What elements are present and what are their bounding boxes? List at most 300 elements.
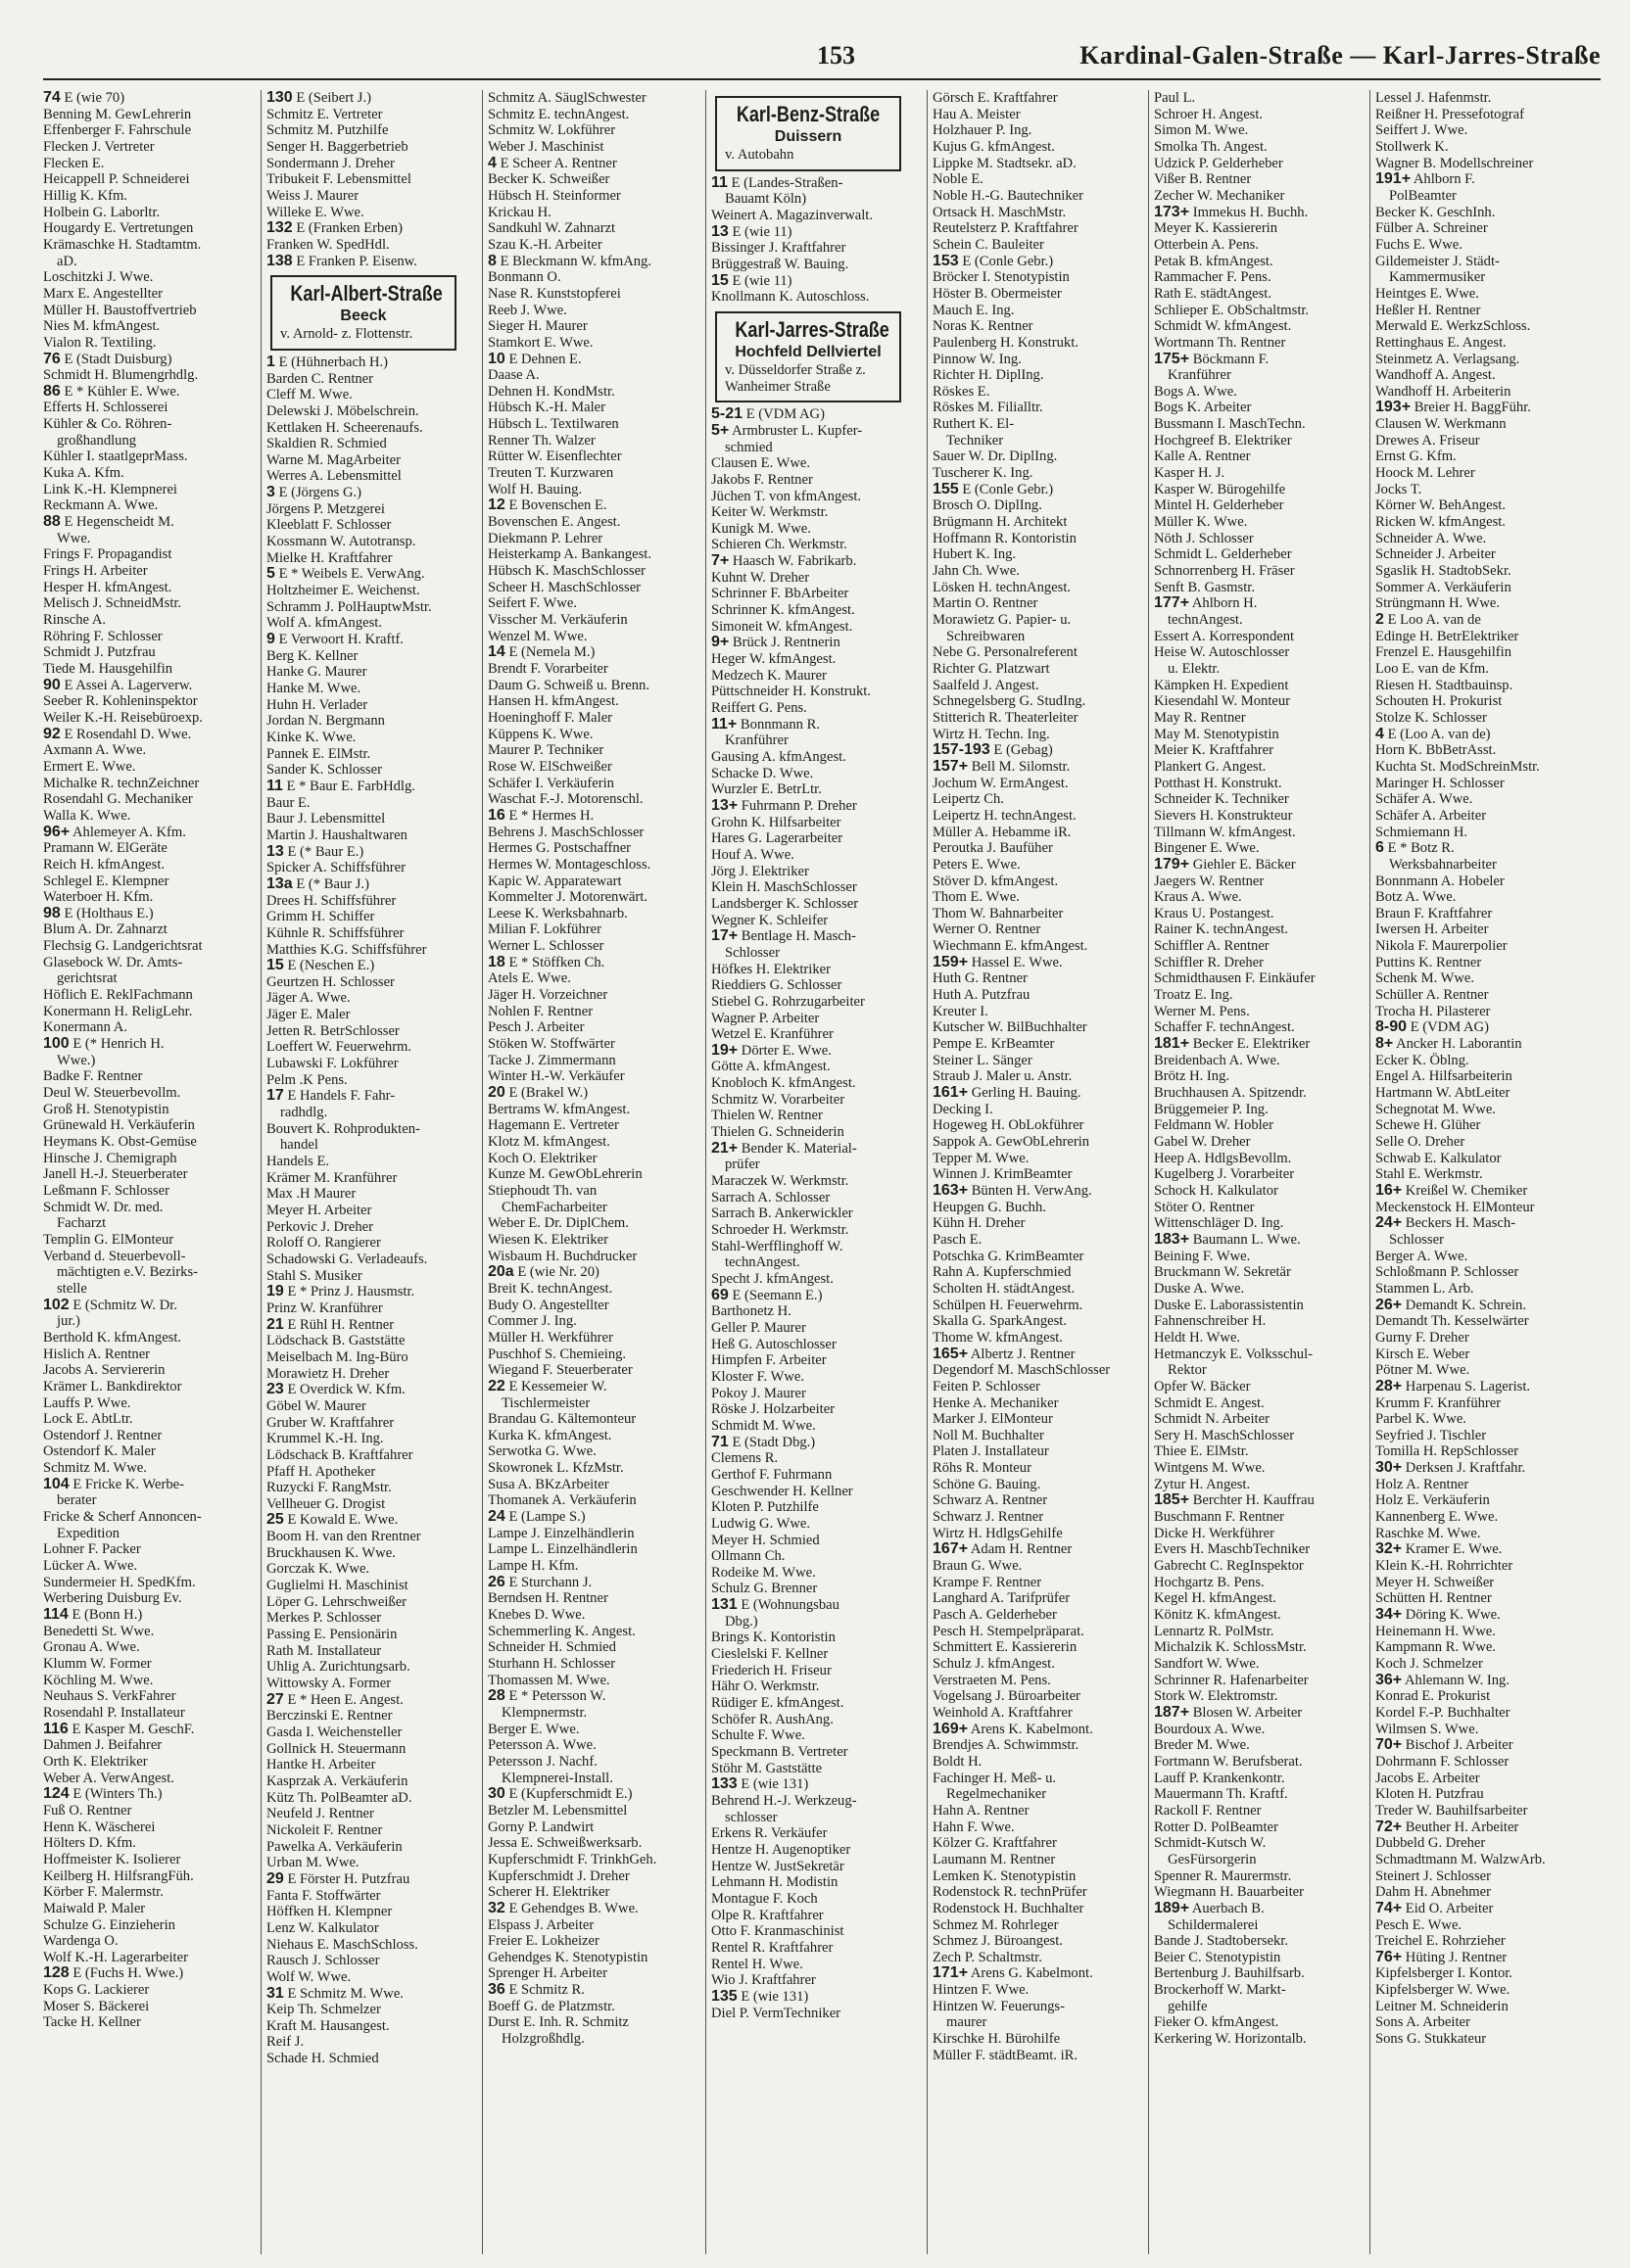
house-entry [266,220,460,237]
resident-line: Schock H. Kalkulator [1154,1182,1278,1199]
resident-line: Röske J. Holzarbeiter [711,1401,836,1418]
resident-line: Rose W. ElSchweißer [488,758,612,775]
resident-line: Reutelsterz P. Kraftfahrer [933,220,1079,237]
house-owner: E * Baur E. FarbHdlg. [286,778,415,794]
resident-line: Krämaschke H. Stadtamtm. [43,236,202,253]
resident-line: Weinhold A. Kraftfahrer [933,1704,1073,1721]
resident-line: Martin J. Haushaltwaren [266,827,408,843]
resident-line: Hübsch K.-H. Maler [488,400,605,416]
house-number: 32+ [1375,1541,1403,1558]
resident-line: Jaegers W. Rentner [1154,873,1265,889]
house-entry [266,1692,460,1709]
resident-line: Urban M. Wwe. [266,1855,360,1871]
resident-line: Schmidt M. Wwe. [711,1417,816,1434]
resident-line: Rettinghaus E. Angest. [1375,334,1507,351]
resident-line: Reißner H. Pressefotograf [1375,106,1524,122]
column-4 [711,90,905,2254]
house-owner: E (Conle Gebr.) [962,253,1054,269]
resident-continuation: maurer [946,2014,987,2031]
resident-line: Schneider H. Schmied [488,1639,616,1656]
house-number: 18 [488,954,505,970]
house-entry [266,779,460,795]
resident-line: Wandhoff A. Angest. [1375,367,1496,384]
resident-continuation: schlosser [725,1809,778,1825]
resident-line: Schmitz E. technAngest. [488,106,630,122]
resident-line: Maraczek W. Werkmstr. [711,1173,849,1190]
resident-line: Stork W. Elektromstr. [1154,1688,1278,1705]
house-owner: E Sturchann J. [508,1574,593,1590]
house-number: 8 [488,253,497,269]
house-number: 5 [266,566,275,583]
resident-line: Meiselbach M. Ing-Büro [266,1348,408,1365]
resident-line: Kraft M. Hausangest. [266,2017,390,2034]
house-entry [933,1183,1127,1200]
resident-line: Olpe R. Kraftfahrer [711,1907,824,1923]
resident-line: Bouvert K. Rohprodukten- [266,1120,420,1137]
resident-line: Straub J. Maler u. Anstr. [933,1068,1073,1085]
resident-line: Holz E. Verkäuferin [1375,1492,1490,1509]
house-owner: E Gehendges B. Wwe. [508,1900,639,1916]
resident-line: Paul L. [1154,90,1196,106]
resident-line: Schulze G. Einzieherin [43,1916,175,1933]
resident-line: Rainer K. technAngest. [1154,921,1288,938]
house-owner: E * Prinz J. Hausmstr. [287,1284,415,1300]
resident-line: Hogeweg H. ObLokführer [933,1117,1084,1134]
resident-line: Thielen G. Schneiderin [711,1124,844,1141]
resident-line: Wagner B. Modellschreiner [1375,155,1534,171]
resident-line: Kraus U. Postangest. [1154,905,1274,921]
resident-line: Loo E. van de Kfm. [1375,660,1489,677]
resident-continuation: Wwe.) [57,1052,96,1068]
resident-continuation: gehilfe [1168,1998,1208,2014]
resident-line: Stahl-Werfflinghoff W. [711,1238,843,1254]
resident-line: Horn K. BbBetrAsst. [1375,742,1497,759]
resident-line: Feldmann W. Hobler [1154,1117,1274,1134]
resident-line: Rausch J. Schlosser [266,1953,380,1969]
house-entry [488,352,682,368]
house-number: 17+ [711,928,739,945]
resident-line: Schmittert E. Kassiererin [933,1639,1078,1656]
house-entry [933,955,1127,971]
resident-line: Kalle A. Rentner [1154,449,1251,465]
resident-line: Pesch J. Arbeiter [488,1019,585,1036]
house-owner: E (Kupferschmidt E.) [508,1786,633,1803]
resident-line: Dicke H. Werkführer [1154,1525,1274,1541]
resident-line: Brandau G. Kältemonteur [488,1411,637,1428]
resident-line: Parbel K. Wwe. [1375,1411,1466,1428]
resident-continuation: Regelmechaniker [946,1786,1047,1803]
house-entry [711,717,905,733]
house-number: 183+ [1154,1231,1190,1248]
resident-line: Rahn A. Kupferschmied [933,1264,1072,1281]
resident-line: Steinert J. Schlosser [1375,1867,1491,1884]
house-number: 12 [488,497,505,514]
resident-line: Göbel W. Maurer [266,1397,366,1414]
house-number: 11 [266,778,283,794]
resident-line: Serwotka G. Wwe. [488,1443,597,1460]
house-number: 171+ [933,1965,969,1982]
house-owner: E Bovenschen E. [508,497,607,514]
resident-line: Ostendorf K. Maler [43,1443,156,1460]
resident-line: Gehendges K. Stenotypistin [488,1949,648,1965]
house-owner: E (Franken Erben) [296,220,403,237]
house-number: 92 [43,726,61,742]
resident-line: Lödschack B. Gaststätte [266,1333,406,1349]
resident-line: Deul W. Steuerbevollm. [43,1085,181,1102]
house-entry [488,1786,682,1803]
house-entry [933,759,1127,776]
house-number: 177+ [1154,595,1190,612]
resident-line: Jakobs F. Rentner [711,471,813,488]
resident-line: Schneider K. Techniker [1154,791,1289,808]
resident-line: Schmez J. Büroangest. [933,1933,1063,1950]
resident-line: Schacke D. Wwe. [711,765,814,781]
resident-line: Weiler K.-H. Reisebüroexp. [43,709,203,726]
resident-continuation: schmied [725,439,773,455]
resident-line: Schadowski G. Verladeaufs. [266,1251,428,1267]
resident-line: Hillig K. Kfm. [43,187,127,204]
house-entry [711,1141,905,1158]
resident-line: Hintzen W. Feuerungs- [933,1998,1065,2014]
resident-line: Schulz G. Brenner [711,1581,818,1597]
column-5 [933,90,1127,2254]
resident-line: Specht J. kfmAngest. [711,1271,834,1287]
house-entry [43,1965,237,1982]
resident-line: Heicappell P. Schneiderei [43,171,190,188]
resident-line: Thom W. Bahnarbeiter [933,905,1064,921]
resident-line: Smolka Th. Angest. [1154,138,1268,155]
resident-line: Schade H. Schmied [266,2051,379,2067]
house-entry [1375,1183,1569,1200]
resident-line: Roloff O. Rangierer [266,1235,381,1252]
resident-line: Cieslelski F. Kellner [711,1646,829,1663]
resident-line: Baur E. [266,794,311,811]
resident-line: May R. Rentner [1154,709,1246,726]
resident-line: Rinsche A. [43,612,107,628]
house-owner: Dörter E. Wwe. [741,1042,832,1059]
house-number: 22 [488,1378,505,1394]
house-number: 16 [488,807,505,824]
house-entry [711,553,905,570]
resident-line: Tacke H. Kellner [43,2014,141,2031]
resident-line: Petersson J. Nachf. [488,1753,598,1770]
resident-line: Pesch H. Stempelpräparat. [933,1623,1084,1639]
house-owner: E (Seibert J.) [296,90,371,106]
resident-line: Wirtz H. Techn. Ing. [933,726,1050,742]
resident-line: Wilmsen S. Wwe. [1375,1721,1479,1737]
resident-line: Nohlen F. Rentner [488,1003,594,1019]
house-number: 13 [266,843,284,860]
resident-line: Schmez M. Rohrleger [933,1916,1059,1933]
house-owner: Armbruster L. Kupfer- [732,422,863,439]
street-heading [270,275,456,351]
resident-line: Edinge H. BetrElektriker [1375,628,1519,644]
resident-line: Bovenschen E. Angest. [488,514,621,531]
resident-line: Melisch J. SchneidMstr. [43,595,182,612]
house-entry [266,566,460,583]
house-number: 104 [43,1476,70,1492]
resident-line: Peroutka J. Baufüher [933,840,1053,857]
resident-line: Gabel W. Dreher [1154,1134,1251,1150]
resident-line: Meckenstock H. ElMonteur [1375,1199,1535,1215]
resident-line: Selle O. Dreher [1375,1134,1465,1150]
house-entry [1154,352,1348,368]
house-number: 131 [711,1597,738,1614]
resident-line: Müller K. Wwe. [1154,514,1248,531]
resident-line: Gasda I. Weichensteller [266,1725,403,1740]
resident-line: Heger W. kfmAngest. [711,651,837,668]
resident-line: Vellheuer G. Drogist [266,1495,386,1512]
resident-line: Essert A. Korrespondent [1154,628,1295,644]
resident-line: Jäger H. Vorzeichner [488,987,608,1004]
house-entry [1375,1215,1569,1232]
resident-line: Müller H. Baustoffvertrieb [43,302,197,318]
house-owner: E (Lampe S.) [508,1509,586,1526]
resident-line: Jahn Ch. Wwe. [933,563,1020,580]
resident-line: Weinert A. Magazinverwalt. [711,207,873,223]
resident-line: Noll M. Buchhalter [933,1427,1044,1443]
resident-line: Hoffmann R. Kontoristin [933,530,1077,546]
house-entry [933,1965,1127,1982]
resident-line: Milian F. Lokführer [488,921,601,938]
resident-line: Schegnotat M. Wwe. [1375,1101,1496,1117]
resident-line: Lauffs P. Wwe. [43,1394,131,1411]
resident-line: Gruber W. Kraftfahrer [266,1414,395,1431]
house-number: 30+ [1375,1460,1403,1477]
resident-line: Schroeder H. Werkmstr. [711,1222,849,1239]
resident-line: Stöhr M. Gaststätte [711,1760,823,1776]
resident-line: Tillmann W. kfmAngest. [1154,824,1296,840]
resident-line: Knebes D. Wwe. [488,1607,586,1624]
resident-line: Grimm H. Schiffer [266,909,375,925]
house-entry [1154,1705,1348,1722]
resident-line: Fuß O. Rentner [43,1802,132,1819]
resident-line: Keip Th. Schmelzer [266,2002,381,2018]
resident-line: Berndsen H. Rentner [488,1590,608,1607]
resident-line: Hinsche J. Chemigraph [43,1150,177,1166]
resident-line: Zytur H. Angest. [1154,1476,1251,1492]
resident-line: Rieddiers G. Schlosser [711,977,842,994]
resident-line: Kannenberg E. Wwe. [1375,1509,1499,1526]
resident-line: Schmidt E. Angest. [1154,1394,1265,1411]
resident-continuation: aD. [57,253,77,269]
house-owner: Bender K. Material- [741,1140,857,1157]
house-entry [488,1575,682,1591]
resident-line: Pfaff H. Apotheker [266,1463,376,1480]
house-number: 26+ [1375,1297,1403,1313]
resident-line: Wolf A. kfmAngest. [266,615,382,632]
resident-continuation: Klempnermstr. [502,1704,588,1721]
house-owner: E Kessemeier W. [508,1378,607,1394]
house-owner: E Förster H. Putzfrau [287,1870,410,1887]
resident-line: Fuchs E. Wwe. [1375,236,1462,253]
resident-line: Udzick P. Gelderheber [1154,155,1283,171]
resident-line: Kutscher W. BilBuchhalter [933,1019,1087,1036]
resident-line: Krickau H. [488,204,551,220]
resident-line: Pesch E. Wwe. [1375,1916,1462,1933]
resident-line: Gildemeister J. Städt- [1375,253,1500,269]
resident-line: Bingener E. Wwe. [1154,840,1260,857]
resident-line: Schroer H. Angest. [1154,106,1264,122]
house-owner: Giehler E. Bäcker [1192,856,1296,873]
resident-line: Schmadtmann M. WalzwArb. [1375,1851,1546,1867]
house-entry [266,485,460,501]
resident-line: Winter H.-W. Verkäufer [488,1068,625,1085]
resident-line: Breidenbach A. Wwe. [1154,1052,1280,1068]
resident-line: Schewe H. Glüher [1375,1117,1481,1134]
resident-line: Kipfelsberger I. Kontor. [1375,1965,1512,1982]
resident-line: Kasper H. J. [1154,465,1225,482]
resident-line: Lock E. AbtLtr. [43,1411,133,1428]
resident-line: Stiebel G. Rohrzugarbeiter [711,993,865,1010]
resident-line: Clemens R. [711,1450,779,1467]
house-entry [488,254,682,270]
house-entry [1375,1673,1569,1689]
resident-line: Fülber A. Schreiner [1375,220,1488,237]
resident-line: Simoneit W. kfmAngest. [711,618,853,635]
resident-line: Clausen E. Wwe. [711,455,811,472]
house-number: 8+ [1375,1036,1394,1053]
resident-line: Sgaslik H. StadtobSekr. [1375,563,1511,580]
resident-line: Werres A. Lebensmittel [266,468,402,485]
resident-line: Berczinski E. Rentner [266,1708,393,1725]
resident-line: Lubawski F. Lokführer [266,1056,399,1072]
house-entry [1375,1737,1569,1754]
house-number: 116 [43,1721,69,1737]
house-owner: E * Botz R. [1387,840,1455,857]
resident-line: Ecker K. Öblng. [1375,1052,1469,1068]
resident-line: Link K.-H. Klempnerei [43,481,177,497]
house-entry [711,1043,905,1060]
resident-line: Heupgen G. Buchh. [933,1199,1046,1215]
resident-continuation: Kammermusiker [1389,269,1486,286]
house-number: 14 [488,644,505,661]
resident-line: Heise W. Autoschlosser [1154,644,1290,661]
house-number: 161+ [933,1085,969,1102]
house-number: 96+ [43,824,71,840]
resident-line: Kettlaken H. Scheerenaufs. [266,419,423,436]
resident-line: Bussmann I. MaschTechn. [1154,416,1306,433]
house-entry [1375,1298,1569,1314]
resident-line: Otterbein A. Pens. [1154,236,1260,253]
house-number: 28+ [1375,1378,1403,1394]
resident-line: Hanke M. Wwe. [266,681,361,696]
resident-line: Schlegel E. Klempner [43,873,169,889]
resident-line: Ludwig G. Wwe. [711,1515,811,1532]
resident-line: Schmidt H. Blumengrhdlg. [43,367,199,384]
house-number: 6 [1375,840,1384,857]
resident-line: Püttschneider H. Konstrukt. [711,684,871,700]
street-heading [715,311,901,402]
resident-line: Boldt H. [933,1753,983,1770]
house-entry [933,1541,1127,1558]
resident-line: Gollnick H. Steuermann [266,1740,407,1757]
resident-line: Stöter O. Rentner [1154,1199,1255,1215]
resident-line: Potthast H. Konstrukt. [1154,775,1282,791]
house-entry [266,844,460,861]
resident-line: Henn K. Wäscherei [43,1819,156,1835]
resident-line: Waterboer H. Kfm. [43,889,154,906]
resident-line: Stöken W. Stoffwärter [488,1036,615,1053]
house-owner: Adam H. Rentner [970,1541,1073,1558]
resident-line: Schäfer A. Arbeiter [1375,807,1487,824]
resident-line: Nickoleit F. Rentner [266,1821,383,1838]
resident-line: Dahmen J. Beifahrer [43,1737,163,1754]
resident-line: Hagemann E. Vertreter [488,1117,619,1134]
resident-line: Lemken K. Stenotypistin [933,1867,1077,1884]
house-entry [43,678,237,694]
resident-line: Lampe J. Einzelhändlerin [488,1525,635,1541]
house-owner: Bell M. Silomstr. [971,758,1071,775]
house-number: 72+ [1375,1819,1403,1835]
resident-line: Schwarz A. Rentner [933,1492,1048,1509]
house-owner: E Rühl H. Rentner [287,1316,395,1333]
resident-line: Willeke E. Wwe. [266,204,364,220]
house-owner: E (Fuchs H. Wwe.) [72,1965,184,1982]
resident-line: Pasch E. [933,1231,983,1248]
resident-continuation: Rektor [1168,1362,1207,1379]
resident-line: Dubbeld G. Dreher [1375,1835,1486,1852]
house-entry [43,384,237,401]
resident-line: Jessa E. Schweißwerksarb. [488,1835,643,1852]
resident-line: Kämpken H. Expedient [1154,677,1289,693]
resident-line: Dehnen H. KondMstr. [488,383,615,400]
resident-line: Schöne G. Bauing. [933,1476,1041,1492]
resident-line: Tiede M. Hausgehilfin [43,660,173,677]
resident-line: Heymans K. Obst-Gemüse [43,1134,197,1150]
house-owner: E (* Baur E.) [287,843,364,860]
house-number: 76 [43,351,61,367]
resident-line: Weber E. Dr. DiplChem. [488,1215,629,1232]
resident-line: Hahn F. Wwe. [933,1819,1015,1835]
house-entry [933,254,1127,270]
house-number: 70+ [1375,1737,1403,1754]
resident-line: Gausing A. kfmAngest. [711,749,846,765]
resident-continuation: u. Elektr. [1168,660,1221,677]
house-owner: E (Stadt Duisburg) [64,351,172,367]
resident-line: Kujus G. kfmAngest. [933,138,1055,155]
resident-line: Hislich A. Rentner [43,1346,151,1362]
resident-line: Kirschke H. Bürohilfe [933,2031,1061,2048]
resident-line: Schneider A. Wwe. [1375,530,1487,546]
resident-line: Wolf W. Wwe. [266,1968,352,1985]
resident-line: Schmitz E. Vertreter [266,106,383,122]
resident-continuation: jur.) [57,1313,80,1330]
house-entry [1375,1460,1569,1477]
resident-line: Simon M. Wwe. [1154,122,1249,139]
house-owner: Haasch W. Fabrikarb. [732,553,857,570]
house-entry [488,1085,682,1102]
resident-line: Gorczak K. Wwe. [266,1561,370,1578]
resident-line: Sieger H. Maurer [488,318,588,335]
resident-line: Neufeld J. Rentner [266,1806,374,1822]
resident-line: Schülpen H. Feuerwehrm. [933,1297,1083,1313]
house-entry [1154,1036,1348,1053]
house-owner: E * Kühler E. Wwe. [64,383,180,400]
house-number: 36 [488,1982,505,1999]
house-entry [43,352,237,368]
resident-line: Hintzen F. Wwe. [933,1982,1030,1999]
resident-line: Behrens J. MaschSchlosser [488,824,645,840]
house-entry [1375,1607,1569,1624]
resident-line: Michalzik K. SchlossMstr. [1154,1639,1307,1656]
house-owner: E * Petersson W. [508,1688,606,1705]
resident-line: Hartmann W. AbtLeiter [1375,1085,1510,1102]
resident-line: Gabrecht C. RegInspektor [1154,1558,1304,1575]
resident-line: Schmidt W. Dr. med. [43,1199,164,1215]
resident-line: Bertrams W. kfmAngest. [488,1101,631,1117]
resident-line: Jäger E. Maler [266,1007,351,1023]
